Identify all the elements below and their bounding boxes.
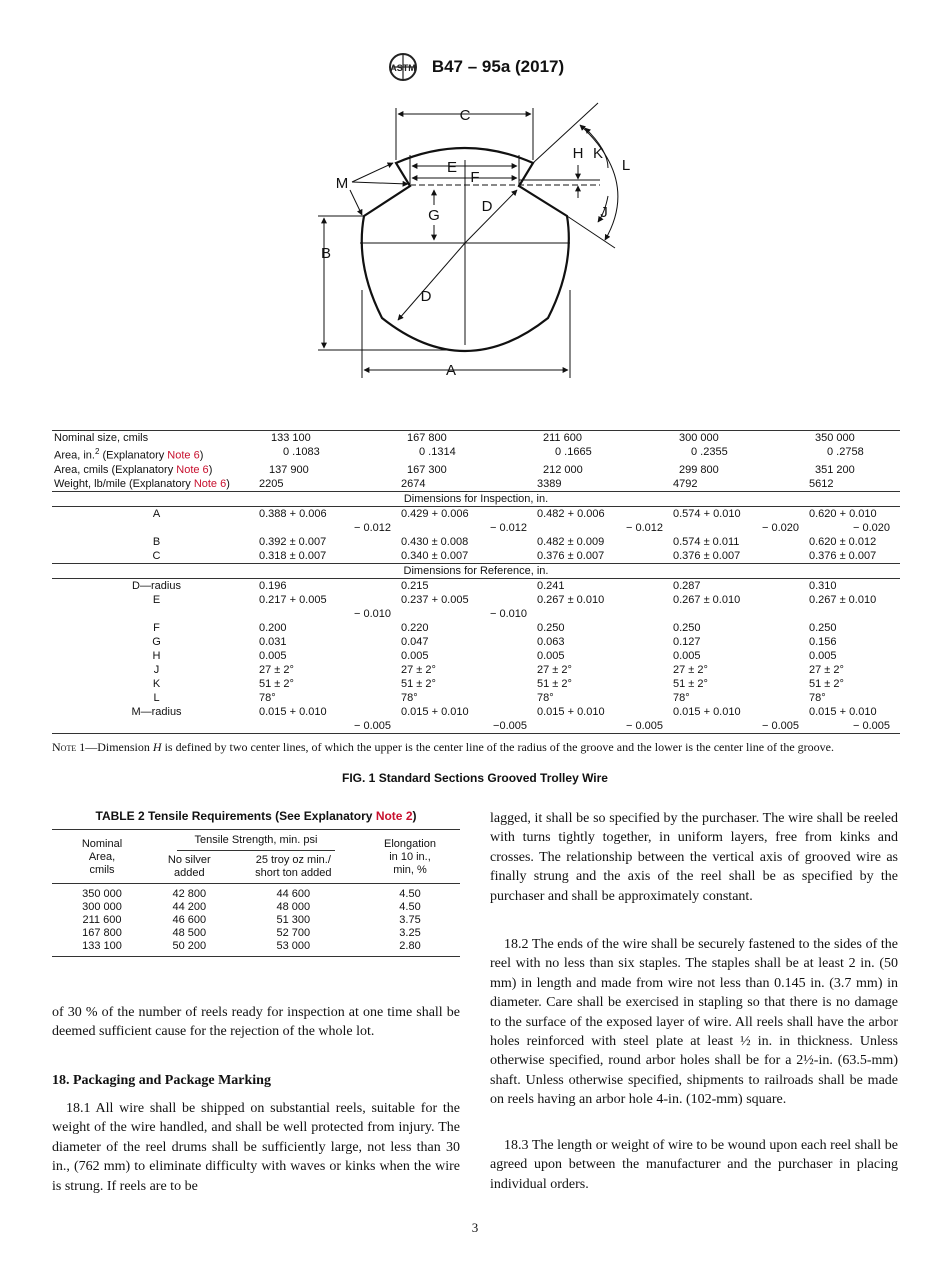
note-2-link[interactable]: Note 2 xyxy=(375,809,413,823)
table-cell: 211 600 xyxy=(82,914,122,926)
row-label: Area, in.$^2$ (Explanatory Note 6) xyxy=(54,447,204,462)
table-row xyxy=(52,649,900,663)
dimension-label: L xyxy=(153,691,160,704)
table-cell: 0.241 xyxy=(537,579,565,592)
dimension-label: C xyxy=(152,549,161,562)
table-cell: 0.217 + 0.005 − 0.010 xyxy=(259,593,391,620)
table-row xyxy=(52,549,900,564)
dimension-label: D—radius xyxy=(132,579,181,592)
table-cell: 0.340 ± 0.007 xyxy=(401,549,469,562)
table-cell: 0 .2758 xyxy=(827,446,864,458)
label-k: K xyxy=(592,145,604,162)
section-header: Dimensions for Reference, in. xyxy=(52,563,900,578)
table-cell: 50 200 xyxy=(152,940,227,957)
table-cell: 3389 xyxy=(537,477,562,490)
table-cell: 0.015 + 0.010 −0.005 xyxy=(401,705,537,734)
table-cell: 300 000 xyxy=(82,901,122,913)
label-a: A xyxy=(445,362,457,379)
table-cell: 0.250 xyxy=(537,621,565,634)
table-row xyxy=(52,445,900,463)
table-cell: 0.388 + 0.006 − 0.012 xyxy=(259,507,391,534)
dimension-label: F xyxy=(153,621,160,634)
row-label: Area, cmils (Explanatory Note 6) xyxy=(54,463,213,476)
table-row xyxy=(52,593,900,621)
page-header xyxy=(0,52,950,82)
label-j: J xyxy=(600,204,608,221)
table-cell: 0.376 ± 0.007 xyxy=(673,549,741,562)
table-cell: 0.063 xyxy=(537,635,565,648)
table-cell: 0.620 ± 0.012 xyxy=(809,535,877,548)
table-row xyxy=(52,463,900,477)
table-cell: 2674 xyxy=(401,477,426,490)
label-b: B xyxy=(320,245,332,262)
table-cell: 0.127 xyxy=(673,635,701,648)
table-cell: 27 ± 2° xyxy=(809,663,844,676)
table-cell: 300 000 xyxy=(673,431,809,446)
table-cell: 167 300 xyxy=(407,463,447,476)
column-header-silver: 25 troy oz min./ short ton added xyxy=(227,854,360,884)
table-cell: 299 800 xyxy=(679,463,719,476)
section-18-heading: 18. Packaging and Package Marking xyxy=(52,1073,271,1088)
table-cell: 51 ± 2° xyxy=(809,677,844,690)
table-row xyxy=(52,578,900,593)
table-cell: 78° xyxy=(673,691,690,704)
table-row xyxy=(52,901,460,914)
table-cell: 0.156 xyxy=(809,635,837,648)
table-cell: 0.392 ± 0.007 xyxy=(259,535,327,548)
label-d-upper: D xyxy=(481,198,493,215)
table-cell: 167 800 xyxy=(401,431,537,446)
tensile-requirements-table xyxy=(52,829,460,957)
table-cell: 0.005 xyxy=(809,649,837,662)
astm-logo-icon xyxy=(386,52,420,82)
table-cell: 0.430 ± 0.008 xyxy=(401,535,469,548)
table-row xyxy=(52,431,900,446)
table-cell: 51 ± 2° xyxy=(259,677,294,690)
table-cell: 2205 xyxy=(259,477,284,490)
table-row xyxy=(52,884,460,902)
table-cell: 0.267 ± 0.010 xyxy=(537,593,605,606)
table-cell: 0.005 xyxy=(673,649,701,662)
note-6-link[interactable]: Note 6 xyxy=(176,463,209,476)
label-g: G xyxy=(428,207,440,224)
table-cell: 212 000 xyxy=(543,463,583,476)
table-row xyxy=(52,535,900,549)
table-cell: 0.376 ± 0.007 xyxy=(537,549,605,562)
label-l: L xyxy=(621,157,631,174)
table-cell: 0.318 ± 0.007 xyxy=(259,549,327,562)
figure-caption: FIG. 1 Standard Sections Grooved Trolley Wire xyxy=(342,771,608,785)
paragraph-18-3: 18.3 The length or weight of wire to be wound upon each reel shall be agreed upon between the manufacturer and the purchaser in placing individual orders. xyxy=(490,1138,898,1192)
table-cell: 0.215 xyxy=(401,579,429,592)
table-cell: 211 600 xyxy=(537,431,673,446)
table-cell: 3.25 xyxy=(399,927,421,939)
table-cell: 133 100 xyxy=(52,940,152,957)
table-cell: 0 .1665 xyxy=(555,446,592,458)
table-row xyxy=(52,635,900,649)
inspection-rows xyxy=(52,506,900,563)
row-label: Weight, lb/mile (Explanatory Note 6) xyxy=(54,477,230,490)
tensile-rows xyxy=(52,884,460,957)
note-1: Note 1—Dimension H is defined by two center lines, of which the upper is the center line of the radius of the groove and the lower is the center line of the groove. xyxy=(52,740,835,754)
table-row xyxy=(52,477,900,492)
table-cell: 51 ± 2° xyxy=(401,677,436,690)
table-cell: 27 ± 2° xyxy=(537,663,572,676)
table-cell: 5612 xyxy=(809,477,834,490)
table-cell: 42 800 xyxy=(172,888,207,900)
page-number: 3 xyxy=(471,1220,479,1235)
table-cell: 51 ± 2° xyxy=(537,677,572,690)
table-cell: 0.005 xyxy=(259,649,287,662)
table-row xyxy=(52,927,460,940)
paragraph-18-2: 18.2 The ends of the wire shall be securely fastened to the sides of the reel with no less than six staples. The staples shall be at least 2 in. (50 mm) in length and made from wire not less than 0.145 in. (3.7 mm) in diameter. Care shall be exercised in stapling so that there is no damage to the surface of the exposed layer of wire. All reels shall have the arbor holes reinforced with steel plate at least ½ in. in thickness. Unless otherwise specified, round arbor holes shall be for a 2½-in. (63.5-mm) shaft. Unless otherwise specified, shipments to railroads shall be made on reels having an arbor hole 4-in. (102-mm) square. xyxy=(490,937,898,1108)
table-cell: 0.376 ± 0.007 xyxy=(809,549,877,562)
table-cell: 78° xyxy=(809,691,826,704)
table-cell: 52 700 xyxy=(276,927,311,939)
table-row xyxy=(52,691,900,705)
dimension-label: J xyxy=(153,663,160,676)
label-d-lower: D xyxy=(420,288,432,305)
table-cell: 4.50 xyxy=(399,888,421,900)
label-e: E xyxy=(446,159,458,176)
reference-rows xyxy=(52,578,900,733)
table-cell: 0.250 xyxy=(809,621,837,634)
table-cell: 0 .2355 xyxy=(691,446,728,458)
table-cell: 3.75 xyxy=(399,914,421,926)
table-cell: 0.031 xyxy=(259,635,287,648)
dimension-label: H xyxy=(152,649,161,662)
table-cell: 0.620 + 0.010 − 0.020 xyxy=(809,507,890,534)
table-cell: 0.220 xyxy=(401,621,429,634)
table-cell: 0.267 ± 0.010 xyxy=(809,593,877,606)
table-cell: 0.200 xyxy=(259,621,287,634)
table-cell: 4.50 xyxy=(399,901,421,913)
table-cell: 0.005 xyxy=(401,649,429,662)
table-cell: 350 000 xyxy=(82,888,122,900)
table-cell: 351 200 xyxy=(815,463,855,476)
dimension-label: A xyxy=(152,507,161,520)
table-row xyxy=(52,506,900,535)
table-cell: 78° xyxy=(537,691,554,704)
table-cell: 46 600 xyxy=(172,914,207,926)
table-cell: 27 ± 2° xyxy=(673,663,708,676)
table-cell: 0.237 + 0.005 − 0.010 xyxy=(401,593,527,620)
table-cell: 0.482 + 0.006 − 0.012 xyxy=(537,507,663,534)
table-cell: 44 200 xyxy=(172,901,207,913)
label-m: M xyxy=(335,175,349,192)
table-cell: 0.015 + 0.010 − 0.005 xyxy=(673,705,809,734)
dimension-label: M—radius xyxy=(52,705,259,734)
table-cell: 51 300 xyxy=(276,914,311,926)
table-cell: 0 .1314 xyxy=(419,446,456,458)
paragraph-18-1: 18.1 All wire shall be shipped on substantial reels, suitable for the weight of the wire handled, and shall be well protected from injury. The diameter of the reel drums shall be sufficiently large, not less than 30 in., (762 mm) to eliminate difficulty with waves or kinks when the wire is strung. If reels are to be xyxy=(52,1101,460,1194)
table-cell: 0.250 xyxy=(673,621,701,634)
table-cell: 0.015 + 0.010 − 0.005 xyxy=(809,705,900,734)
svg-text:ASTM: ASTM xyxy=(390,63,416,73)
table-2-caption: TABLE 2 Tensile Requirements (See Explanatory Note 2) xyxy=(95,809,417,823)
standard-designation: B47 – 95a (2017) xyxy=(431,57,565,76)
label-f: F xyxy=(470,169,480,186)
table-cell: 27 ± 2° xyxy=(401,663,436,676)
column-header-no-silver: No silver added xyxy=(152,854,227,884)
table-cell: 137 900 xyxy=(269,463,309,476)
table-cell: 78° xyxy=(401,691,418,704)
table-cell: 0.429 + 0.006 − 0.012 xyxy=(401,507,527,534)
grooved-trolley-wire-figure xyxy=(300,98,650,388)
table-cell: 0.574 + 0.010 − 0.020 xyxy=(673,507,799,534)
table-row xyxy=(52,663,900,677)
table-cell: 133 100 xyxy=(259,431,401,446)
table-cell: 0.015 + 0.010 − 0.005 xyxy=(537,705,673,734)
label-h: H xyxy=(572,145,584,162)
paragraph-continuation: of 30 % of the number of reels ready for inspection at one time shall be deemed sufficient cause for the rejection of the whole lot. xyxy=(52,1005,460,1040)
table-cell: 0.482 ± 0.009 xyxy=(537,535,605,548)
table-row xyxy=(52,914,460,927)
table-row xyxy=(52,677,900,691)
table-row xyxy=(52,940,460,957)
table-cell: 51 ± 2° xyxy=(673,677,708,690)
table-cell: 0.310 xyxy=(809,579,837,592)
table-cell: 0.267 ± 0.010 xyxy=(673,593,741,606)
table-cell: 0.005 xyxy=(537,649,565,662)
table-cell: 0.047 xyxy=(401,635,429,648)
table-cell: 27 ± 2° xyxy=(259,663,294,676)
label-c: C xyxy=(459,107,471,124)
table-cell: 0.574 ± 0.011 xyxy=(673,535,740,548)
table-cell: 0.015 + 0.010 − 0.005 xyxy=(259,705,401,734)
table-cell: 44 600 xyxy=(276,888,311,900)
note-6-link[interactable]: Note 6 xyxy=(193,477,227,490)
column-header-elongation: Elongation in 10 in., min, % xyxy=(360,830,460,884)
dimension-label: G xyxy=(152,635,161,648)
dimension-label: B xyxy=(152,535,161,548)
table-cell: 4792 xyxy=(673,477,698,490)
dimension-label: E xyxy=(152,593,161,606)
note-6-link[interactable]: Note 6 xyxy=(167,449,200,462)
column-header-area: Nominal Area, cmils xyxy=(52,830,152,884)
table-cell: 0 .1083 xyxy=(283,446,320,458)
table-cell: 350 000 xyxy=(809,431,900,446)
dimension-label: K xyxy=(152,677,161,690)
table-cell: 78° xyxy=(259,691,276,704)
figure-dimension-table xyxy=(52,430,900,734)
table-row xyxy=(52,621,900,635)
table-cell: 0.196 xyxy=(259,579,287,592)
section-header: Dimensions for Inspection, in. xyxy=(52,491,900,506)
table-cell: 53 000 xyxy=(227,940,360,957)
row-label: Nominal size, cmils xyxy=(52,431,259,446)
column-header-tensile: Tensile Strength, min. psi xyxy=(152,830,360,855)
table-cell: 2.80 xyxy=(360,940,460,957)
table-cell: 48 500 xyxy=(172,927,207,939)
table-cell: 48 000 xyxy=(276,901,311,913)
table-row xyxy=(52,705,900,734)
paragraph-18-1-continued: lagged, it shall be so specified by the purchaser. The wire shall be reeled with turns tightly together, in uniform layers, free from kinks and crosses. The relationship between the vertical axis of grooved wire as finally strung and the axis of the reel shall be as specified by the purchaser and shall be approximately constant. xyxy=(490,811,898,904)
table-cell: 0.287 xyxy=(673,579,701,592)
table-cell: 167 800 xyxy=(82,927,122,939)
